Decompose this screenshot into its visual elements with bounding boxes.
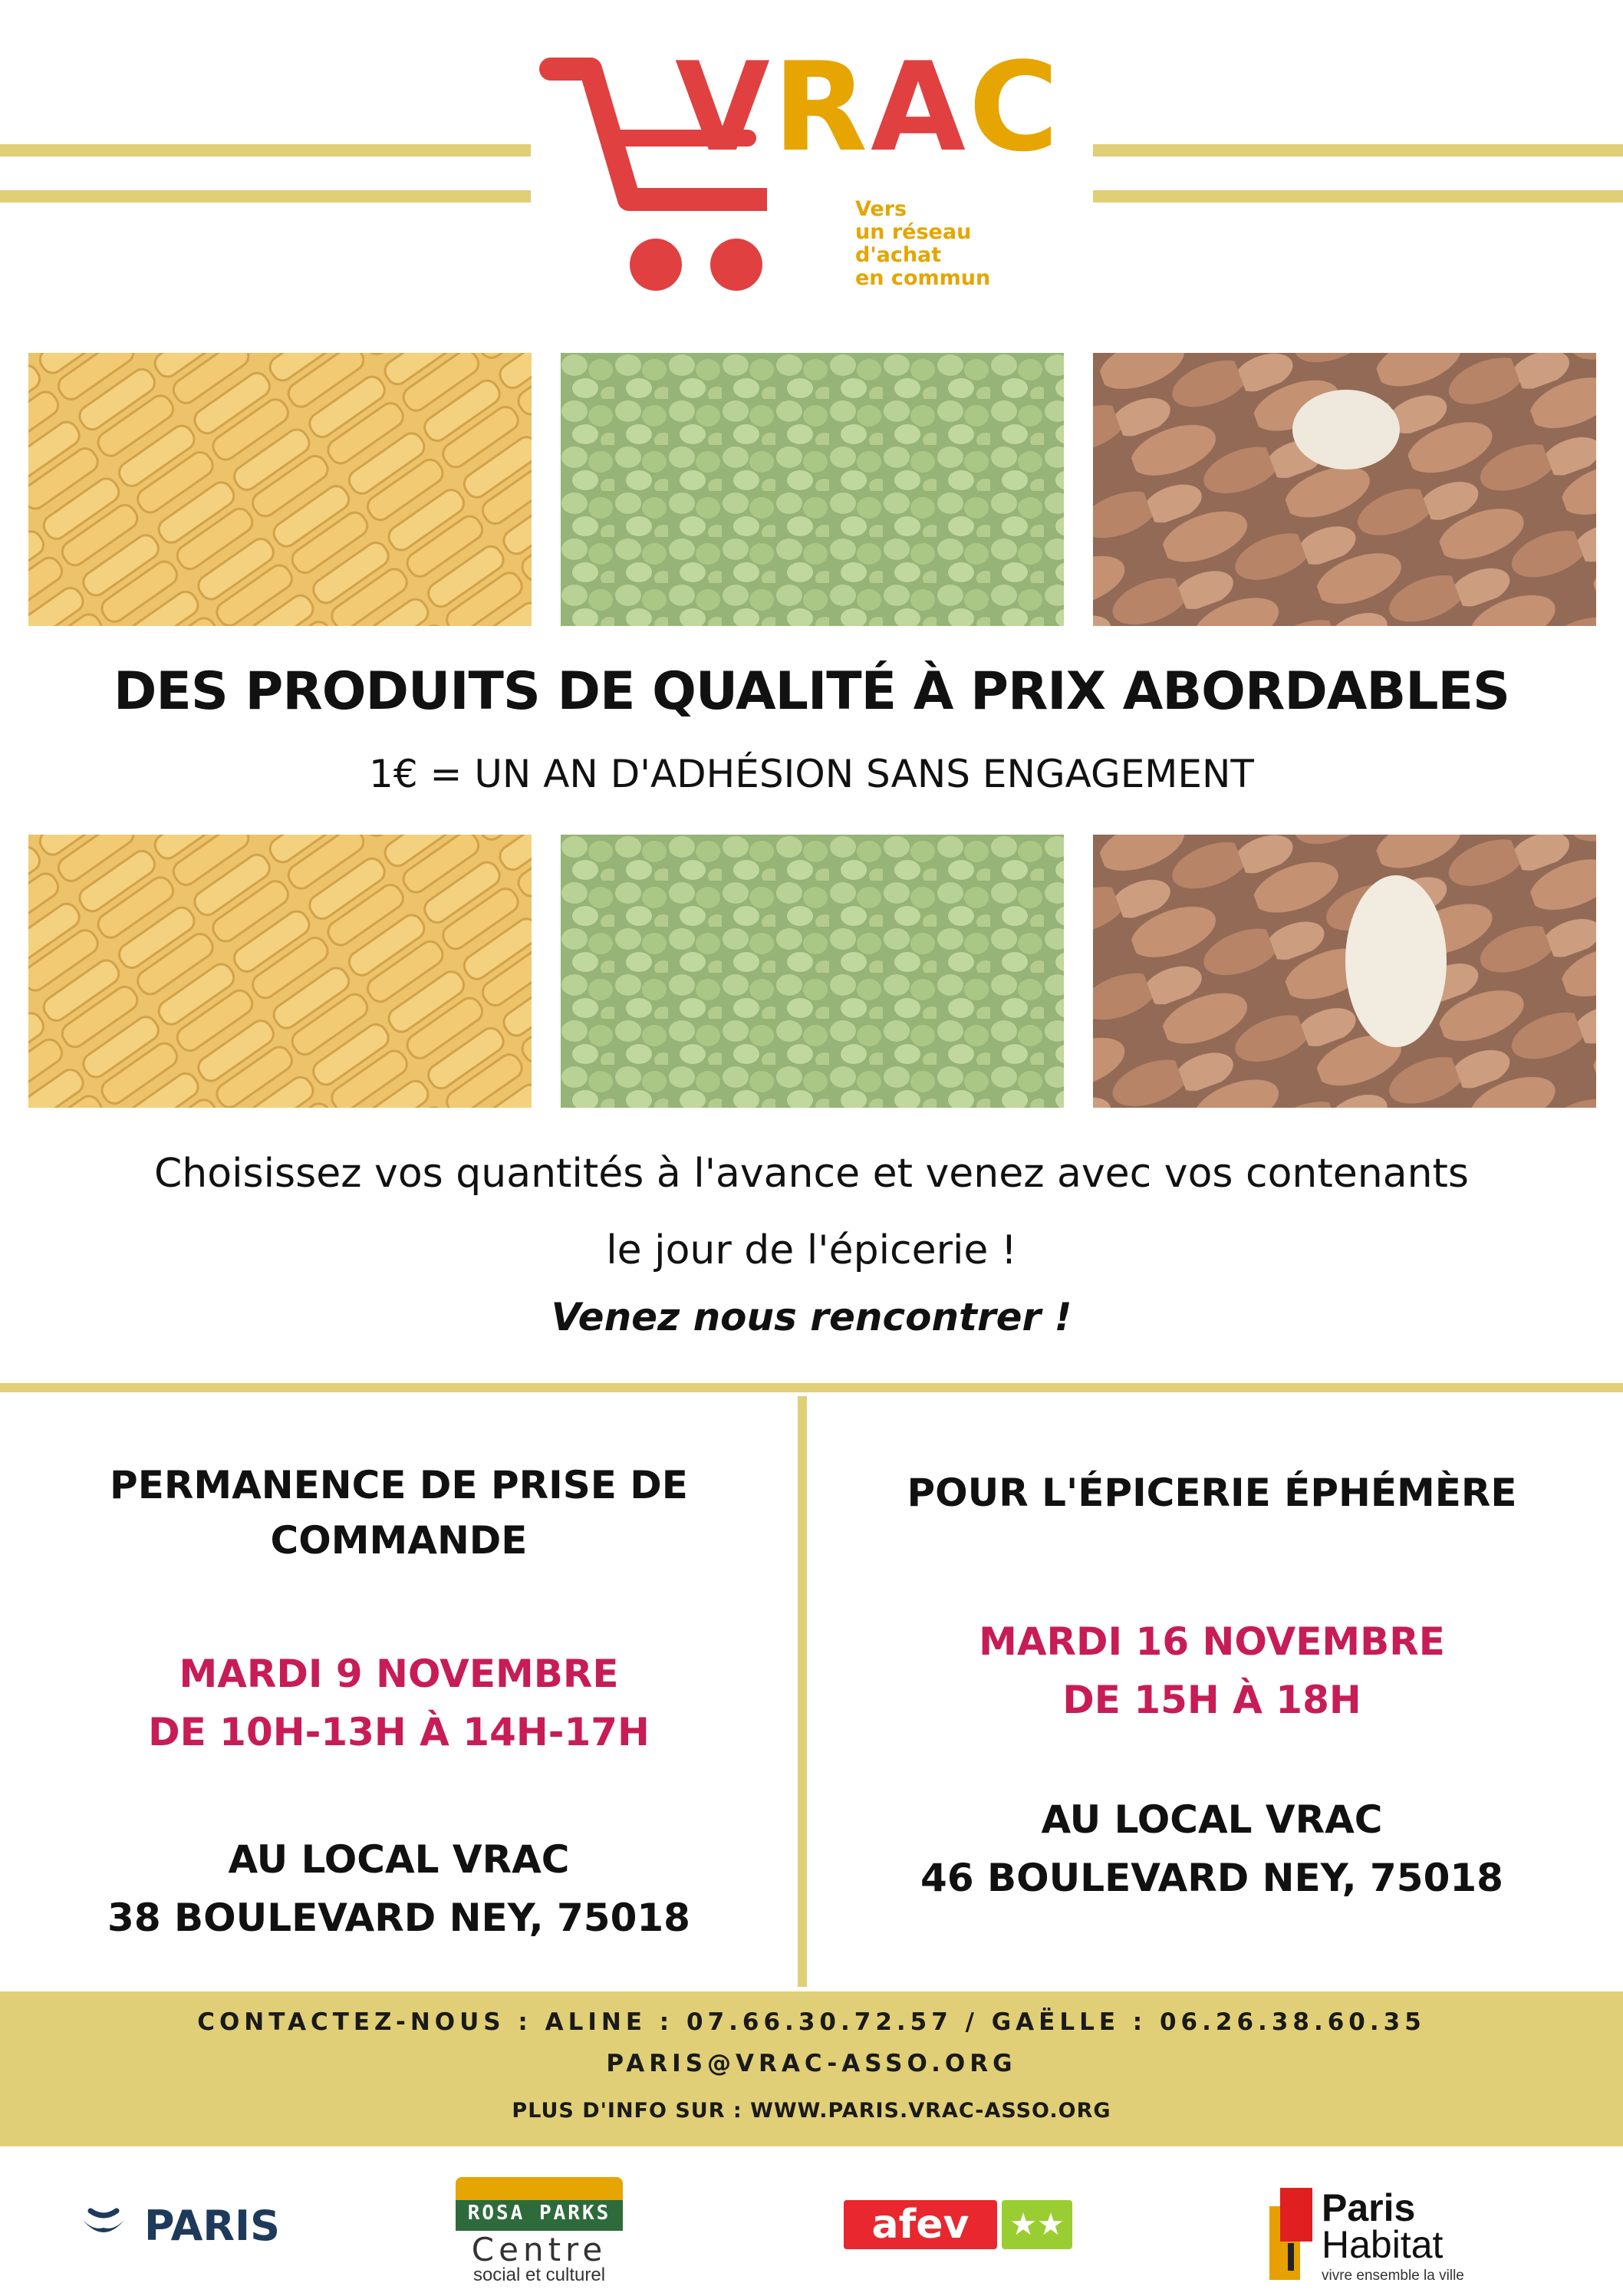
headline: DES PRODUITS DE QUALITÉ À PRIX ABORDABLES	[113, 661, 1509, 722]
tagline-line: d'achat	[855, 243, 942, 267]
header-stripe-right-top	[1093, 144, 1623, 156]
peas-photo-bottom	[561, 835, 1064, 1108]
paris-boat-icon	[77, 2197, 130, 2251]
epicerie-address: 46 BOULEVARD NEY, 75018	[920, 1856, 1503, 1900]
epicerie-hours: DE 15H À 18H	[1062, 1678, 1361, 1722]
tagline-line: un réseau	[855, 220, 972, 244]
contact-phones: CONTACTEZ-NOUS : ALINE : 07.66.30.72.57 / GAËLLE : 06.26.38.60.35	[197, 2008, 1426, 2036]
tagline-line: Vers	[855, 197, 907, 221]
pasta-photo-bottom	[28, 835, 532, 1108]
pasta-photo-top	[28, 353, 532, 626]
rosa-parks-sub: social et culturel	[472, 2265, 606, 2285]
invite-line: Choisissez vos quantités à l'avance et venez avec vos contenants	[153, 1151, 1470, 1197]
contact-email[interactable]: PARIS@VRAC-ASSO.ORG	[606, 2050, 1017, 2077]
afev-logo	[844, 2200, 1074, 2254]
box-title: POUR L'ÉPICERIE ÉPHÉMÈRE	[907, 1471, 1517, 1515]
paris-wordmark: PARIS	[144, 2202, 280, 2250]
afev-stars-icon: ★★	[1009, 2208, 1065, 2242]
rosa-parks-logo	[451, 2177, 627, 2284]
box-title: PERMANENCE DE PRISE DE	[110, 1463, 688, 1507]
afev-wordmark: afev	[871, 2202, 970, 2248]
tagline-line: en commun	[855, 266, 991, 290]
epicerie-box	[828, 1465, 1595, 1907]
epicerie-place: AU LOCAL VRAC	[1041, 1797, 1383, 1842]
logo-wordmark: VRAC	[675, 35, 1062, 179]
almonds-photo-bottom	[1093, 835, 1596, 1108]
session-hours: DE 10H-13H À 14H-17H	[148, 1710, 650, 1754]
logo-tagline	[855, 198, 990, 290]
header-stripe-left-bottom	[0, 190, 531, 203]
peas-photo-top	[561, 353, 1064, 626]
session-place: AU LOCAL VRAC	[228, 1837, 570, 1882]
order-session-box	[15, 1458, 782, 1947]
website-link[interactable]: PLUS D'INFO SUR : WWW.PARIS.VRAC-ASSO.ORG	[512, 2099, 1111, 2123]
membership-subline: 1€ = UN AN D'ADHÉSION SANS ENGAGEMENT	[369, 752, 1254, 796]
paris-habitat-tagline: vivre ensemble la ville	[1322, 2268, 1464, 2284]
header-stripe-right-bottom	[1093, 190, 1623, 203]
paris-logo	[77, 2194, 307, 2255]
rosa-parks-centre: Centre	[471, 2231, 607, 2268]
box-title: COMMANDE	[270, 1518, 528, 1563]
epicerie-date: MARDI 16 NOVEMBRE	[979, 1619, 1445, 1664]
paris-habitat-line1: Paris	[1322, 2186, 1416, 2229]
rosa-parks-label: ROSA PARKS	[467, 2202, 611, 2225]
paris-habitat-emblem	[1269, 2188, 1312, 2280]
invite-text	[0, 1135, 1623, 1289]
section-divider	[0, 1383, 1623, 1392]
paris-habitat-line2: Habitat	[1322, 2223, 1444, 2266]
session-address: 38 BOULEVARD NEY, 75018	[107, 1896, 690, 1940]
meet-us-text: Venez nous rencontrer !	[551, 1295, 1072, 1339]
invite-line: le jour de l'épicerie !	[606, 1227, 1017, 1273]
header-stripe-left-top	[0, 144, 531, 156]
almonds-photo-top	[1093, 353, 1596, 626]
column-divider	[798, 1396, 807, 1987]
session-date: MARDI 9 NOVEMBRE	[179, 1652, 619, 1696]
paris-habitat-logo	[1269, 2188, 1515, 2288]
